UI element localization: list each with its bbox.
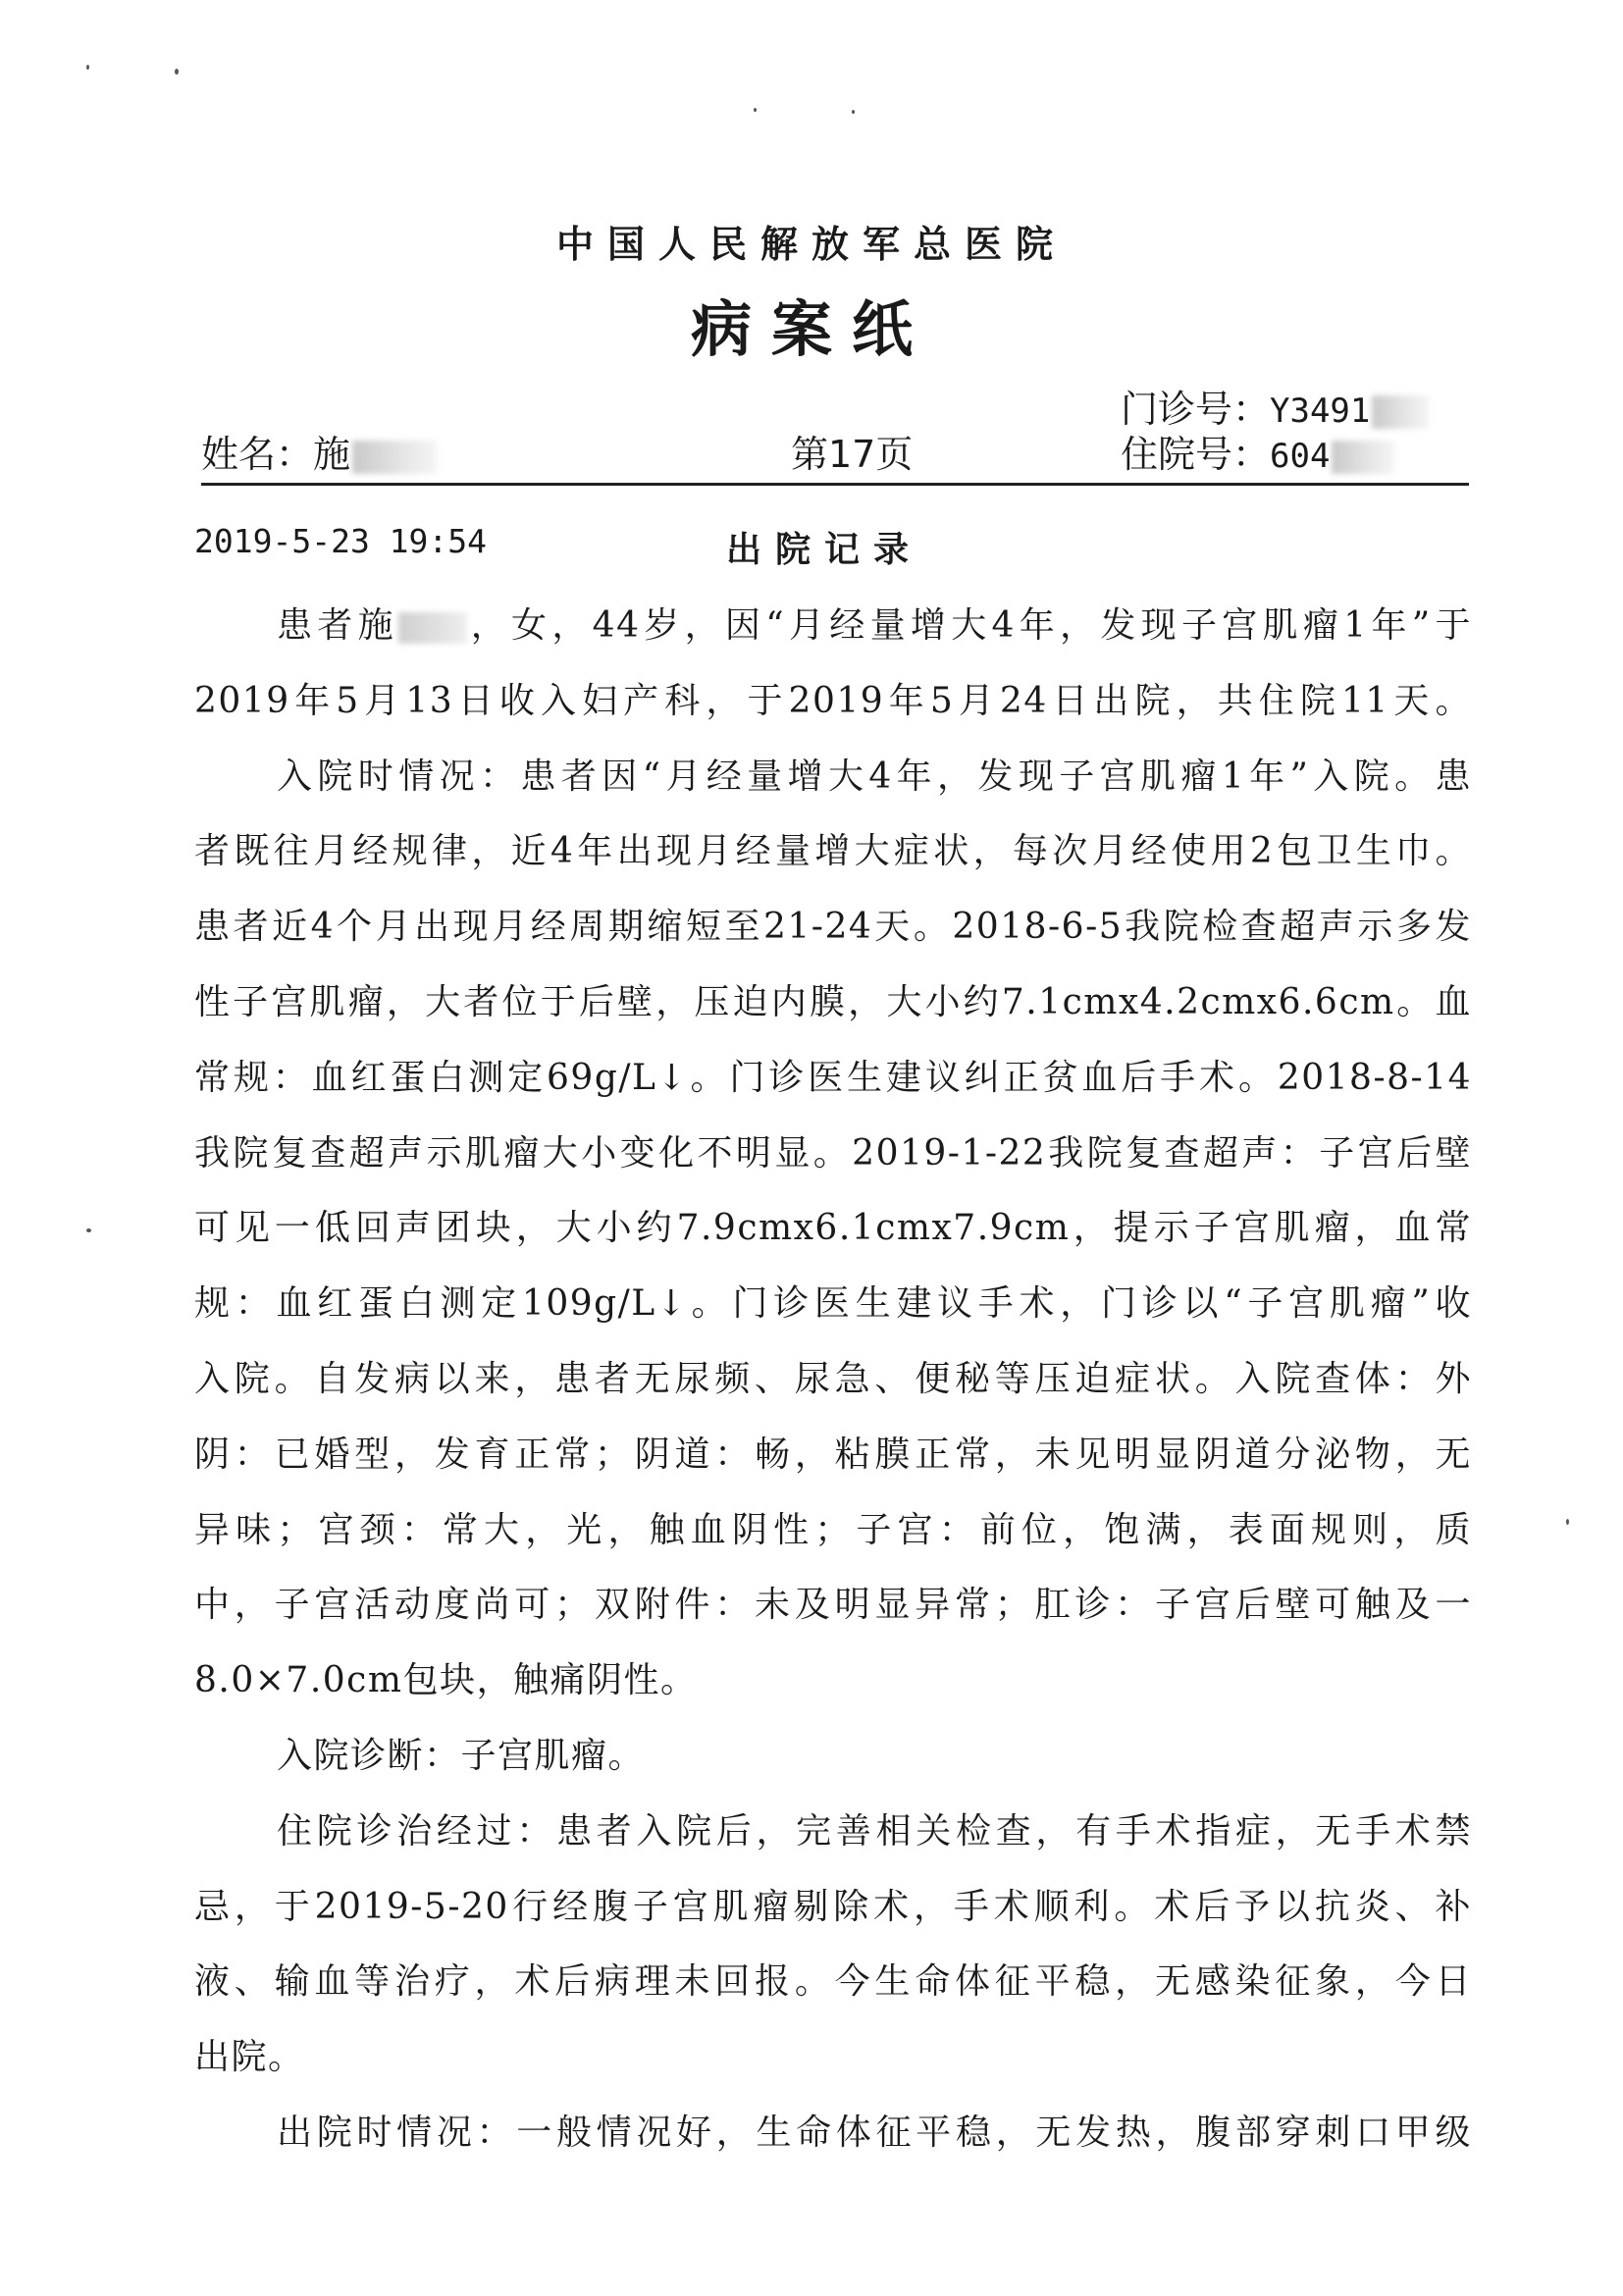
body-line: 入院诊断：子宫肌瘤。 xyxy=(277,1735,646,1776)
record-datetime: 2019-5-23 19:54 xyxy=(194,522,488,560)
scan-speck xyxy=(852,110,855,114)
body-line: 忌，于2019-5-20行经腹子宫肌瘤剔除术，手术顺利。术后予以抗炎、补 xyxy=(194,1886,1472,1927)
name-label: 姓名： xyxy=(201,433,314,476)
body-line: 入院时情况：患者因“月经量增大4年，发现子宫肌瘤1年”入院。患 xyxy=(277,756,1472,797)
body-line: 规：血红蛋白测定109g/L↓。门诊医生建议手术，门诊以“子宫肌瘤”收 xyxy=(194,1283,1472,1325)
body-line: 入院。自发病以来，患者无尿频、尿急、便秘等压迫症状。入院查体：外 xyxy=(194,1358,1472,1399)
body-line: 性子宫肌瘤，大者位于后壁，压迫内膜，大小约7.1cmx4.2cmx6.6cm。血 xyxy=(194,981,1472,1022)
body-line: 可见一低回声团块，大小约7.9cmx6.1cmx7.9cm，提示子宫肌瘤，血常 xyxy=(194,1208,1472,1249)
body-line: 2019年5月13日收入妇产科，于2019年5月24日出院，共住院11天。 xyxy=(194,680,1472,721)
name-value: 施 xyxy=(313,433,351,476)
page-number: 第17页 xyxy=(791,433,914,476)
body-line: 异味；宫颈：常大，光，触血阴性；子宫：前位，饱满，表面规则，质 xyxy=(194,1509,1472,1550)
body-line: 液、输血等治疗，术后病理未回报。今生命体征平稳，无感染征象，今日 xyxy=(194,1961,1472,2003)
scan-speck xyxy=(175,69,179,75)
outpatient-value: Y3491 xyxy=(1270,391,1371,431)
scan-speck xyxy=(86,65,89,70)
hospital-name: 中国人民解放军总医院 xyxy=(555,223,1067,266)
form-title: 病案纸 xyxy=(690,293,932,365)
scan-speck xyxy=(754,108,757,112)
scan-speck xyxy=(1566,1519,1569,1525)
redaction-blur xyxy=(1332,441,1394,474)
body-line xyxy=(194,589,1472,664)
body-line: 住院诊治经过：患者入院后，完善相关检查，有手术指症，无手术禁 xyxy=(277,1810,1472,1852)
body-line: 我院复查超声示肌瘤大小变化不明显。2019-1-22我院复查超声：子宫后壁 xyxy=(194,1132,1472,1174)
record-title: 出院记录 xyxy=(726,530,923,570)
body-line-part: 患者施 xyxy=(277,605,398,646)
body-line: 者既往月经规律，近4年出现月经量增大症状，每次月经使用2包卫生巾。 xyxy=(194,831,1472,872)
header-rule xyxy=(201,483,1469,486)
inpatient-value: 604 xyxy=(1270,437,1331,476)
body-line-part: ，女，44岁，因“月经量增大4年，发现子宫肌瘤1年”于 xyxy=(466,605,1472,646)
body-line: 出院。 xyxy=(194,2037,305,2078)
body-line: 患者近4个月出现月经周期缩短至21-24天。2018-6-5我院检查超声示多发 xyxy=(194,907,1472,948)
redaction-blur xyxy=(352,441,437,474)
outpatient-label: 门诊号： xyxy=(1121,388,1271,431)
body-line: 常规：血红蛋白测定69g/L↓。门诊医生建议纠正贫血后手术。2018-8-14 xyxy=(194,1057,1472,1098)
patient-name xyxy=(201,424,437,478)
body-line: 中，子宫活动度尚可；双附件：未及明显异常；肛诊：子宫后壁可触及一 xyxy=(194,1585,1472,1626)
scan-speck xyxy=(86,1228,91,1232)
redaction-blur xyxy=(398,612,467,644)
body-line: 8.0×7.0cm包块，触痛阴性。 xyxy=(194,1660,698,1701)
inpatient-label: 住院号： xyxy=(1121,433,1271,476)
inpatient-number xyxy=(1121,424,1394,478)
discharge-record-body xyxy=(194,589,1472,2171)
body-line: 阴：已婚型，发育正常；阴道：畅，粘膜正常，未见明显阴道分泌物，无 xyxy=(194,1434,1472,1475)
body-line: 出院时情况：一般情况好，生命体征平稳，无发热，腹部穿刺口甲级 xyxy=(277,2112,1472,2153)
